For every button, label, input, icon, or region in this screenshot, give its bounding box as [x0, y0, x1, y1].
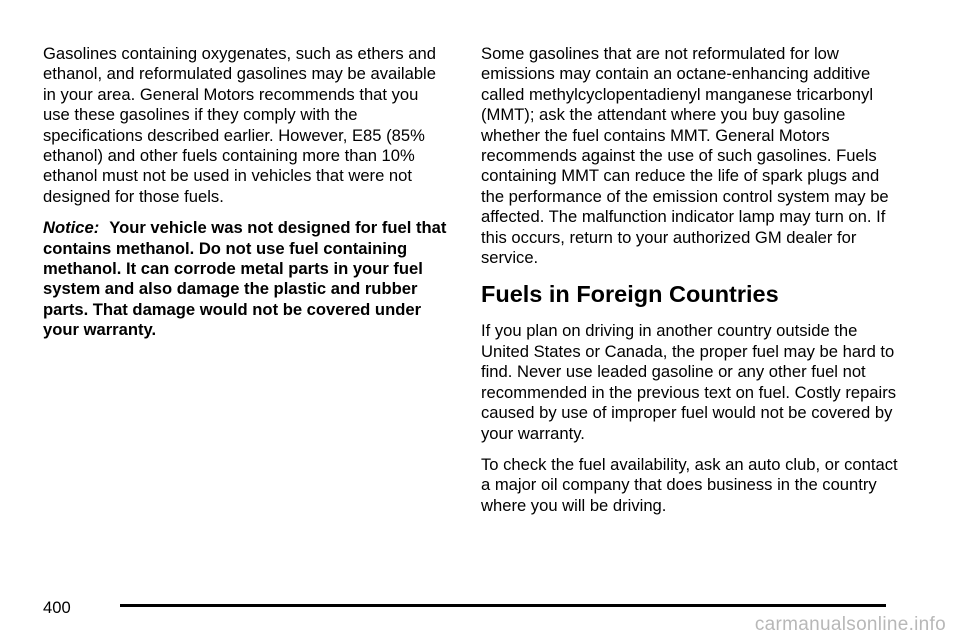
section-heading: Fuels in Foreign Countries — [481, 281, 779, 308]
oxygenates-paragraph: Gasolines containing oxygenates, such as ethers and ethanol, and reformulated gasolines may be available in your area. General Motors recommends that you use these gasolines if they comply with the specifications described earlier. However, E85 (85% ethanol) and other fuels containing more than 10% ethanol must not be used in vehicles that were not designed for those fuels. — [43, 44, 436, 206]
left-column — [43, 44, 448, 352]
watermark: carmanualsonline.info — [754, 614, 946, 635]
page-number: 400 — [43, 598, 71, 617]
fuel-availability-paragraph: To check the fuel availability, ask an auto club, or contact a major oil company that does business in the country where you will be driving. — [481, 454, 898, 515]
mmt-paragraph: Some gasolines that are not reformulated for low emissions may contain an octane-enhancing additive called methylcyclopentadienyl manganese tricarbonyl (MMT); ask the attendant where you buy gasoline whether the fuel contains MMT. General Motors recommends against the use of such gasolines. Fuels containing MMT can reduce the life of spark plugs and the performance of the emission control system may be affected. The malfunction indicator lamp may turn on. If this occurs, return to your authorized GM dealer for service. — [481, 44, 889, 268]
notice-label: Notice: — [43, 218, 100, 238]
notice-text: Your vehicle was not designed for fuel that contains methanol. Do not use fuel containing methanol. It can corrode metal parts in your fuel system and also damage the plastic and rubber parts. That damage would not be covered under your warranty. — [43, 218, 447, 340]
footer-rule — [120, 604, 886, 607]
methanol-notice — [43, 218, 448, 340]
foreign-fuel-paragraph: If you plan on driving in another country outside the United States or Canada, the proper fuel may be hard to find. Never use leaded gasoline or any other fuel not recommended in the previous text on fuel. Costly repairs caused by use of improper fuel would not be covered by your warranty. — [481, 321, 897, 443]
right-column — [481, 44, 901, 527]
